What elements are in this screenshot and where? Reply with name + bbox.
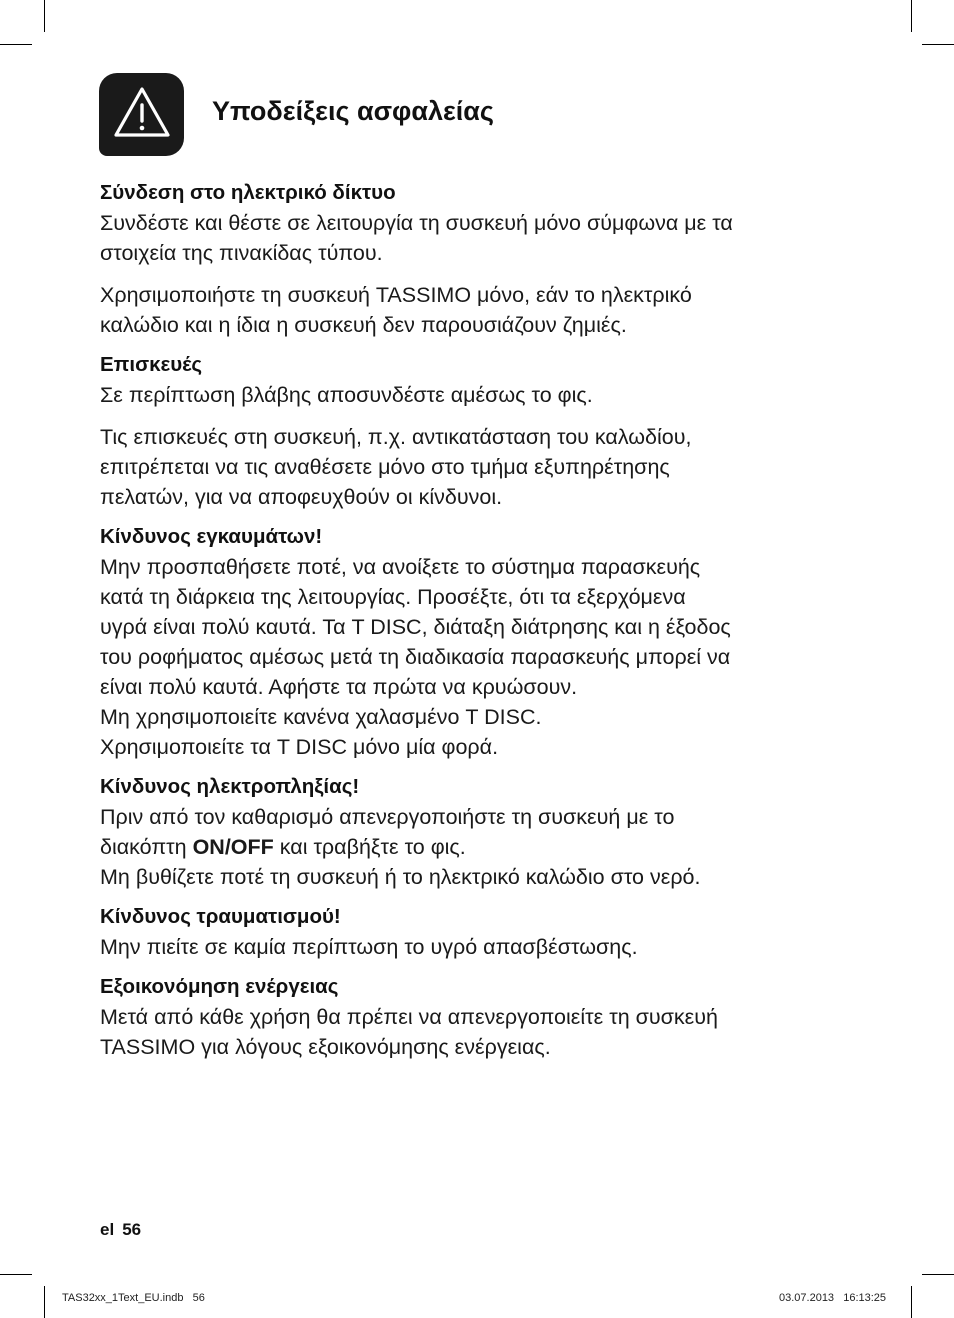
text-line: πελατών, για να αποφευχθούν οι κίνδυνοι.	[100, 485, 503, 509]
text-line: Πριν από τον καθαρισμό απενεργοποιήστε τη συσκευή με το	[100, 805, 675, 829]
text-line: Μετά από κάθε χρήση θα πρέπει να απενεργοποιείτε τη συσκευή	[100, 1005, 718, 1029]
text-line: TASSIMO για λόγους εξοικονόμησης ενέργειας.	[100, 1035, 551, 1059]
text-line: Μην πιείτε σε καμία περίπτωση το υγρό απασβέστωσης.	[100, 935, 638, 959]
text-line: στοιχεία της πινακίδας τύπου.	[100, 241, 383, 265]
paragraph	[100, 380, 870, 410]
crop-mark	[44, 1286, 45, 1318]
print-slug-file: TAS32xx_1Text_EU.indb 56	[62, 1292, 205, 1304]
paragraph	[100, 280, 870, 340]
text-line: Μη χρησιμοποιείτε κανένα χαλασμένο T DISC.	[100, 705, 542, 729]
text-line: είναι πολύ καυτά. Αφήστε τα πρώτα να κρυώσουν.	[100, 675, 578, 699]
crop-mark	[922, 1274, 954, 1275]
crop-mark	[911, 0, 912, 32]
text-line: διακόπτη	[100, 835, 193, 859]
section-title: Εξοικονόμηση ενέργειας	[100, 975, 339, 998]
section-burn-hazard	[100, 522, 870, 762]
page-number	[100, 1220, 149, 1240]
text-line: επιτρέπεται να τις αναθέσετε μόνο στο τμήμα εξυπηρέτησης	[100, 455, 670, 479]
section-title: Κίνδυνος τραυματισμού!	[100, 905, 341, 928]
crop-mark	[44, 0, 45, 32]
section-title: Επισκευές	[100, 353, 203, 376]
on-off-switch-label: ON/OFF	[192, 835, 274, 859]
text-line: και τραβήξτε το φις.	[273, 835, 466, 859]
paragraph	[100, 422, 870, 512]
crop-mark	[911, 1286, 912, 1318]
crop-mark	[922, 44, 954, 45]
section-injury-hazard	[100, 902, 870, 962]
text-line: Μη βυθίζετε ποτέ τη συσκευή ή το ηλεκτρικό καλώδιο στο νερό.	[100, 865, 701, 889]
page-number-value: 56	[122, 1220, 142, 1239]
text-line: Χρησιμοποιείτε τα T DISC μόνο μία φορά.	[100, 735, 499, 759]
print-slug-date: 03.07.2013 16:13:25	[779, 1292, 887, 1304]
paragraph	[100, 1002, 870, 1062]
text-line: Μην προσπαθήσετε ποτέ, να ανοίξετε το σύστημα παρασκευής	[100, 555, 701, 579]
text-line: καλώδιο και η ίδια η συσκευή δεν παρουσιάζουν ζημιές.	[100, 313, 627, 337]
section-title: Κίνδυνος εγκαυμάτων!	[100, 525, 323, 548]
paragraph	[100, 802, 870, 892]
crop-mark	[0, 1274, 32, 1275]
crop-mark	[0, 44, 32, 45]
page-title: Υποδείξεις ασφαλείας	[212, 96, 494, 126]
text-line: Τις επισκευές στη συσκευή, π.χ. αντικατάσταση του καλωδίου,	[100, 425, 692, 449]
paragraph	[100, 932, 870, 962]
language-code: el	[100, 1220, 115, 1239]
text-line: κατά τη διάρκεια της λειτουργίας. Προσέξτε, ότι τα εξερχόμενα	[100, 585, 686, 609]
paragraph	[100, 208, 870, 268]
section-electric-shock	[100, 772, 870, 892]
safety-content	[100, 178, 870, 1062]
warning-icon	[99, 73, 184, 156]
section-title: Σύνδεση στο ηλεκτρικό δίκτυο	[100, 181, 396, 204]
text-line: Σε περίπτωση βλάβης αποσυνδέστε αμέσως το φις.	[100, 383, 593, 407]
text-line: υγρά είναι πολύ καυτά. Τα T DISC, διάταξη διάτρησης και η έξοδος	[100, 615, 731, 639]
section-energy-saving	[100, 972, 870, 1062]
text-line: του ροφήματος αμέσως μετά τη διαδικασία παρασκευής μπορεί να	[100, 645, 731, 669]
text-line: Χρησιμοποιήστε τη συσκευή TASSIMO μόνο, εάν το ηλεκτρικό	[100, 283, 692, 307]
section-repairs	[100, 350, 870, 512]
text-line: Συνδέστε και θέστε σε λειτουργία τη συσκευή μόνο σύμφωνα με τα	[100, 211, 733, 235]
paragraph	[100, 552, 870, 762]
section-title: Κίνδυνος ηλεκτροπληξίας!	[100, 775, 360, 798]
section-electrical-connection	[100, 178, 870, 340]
